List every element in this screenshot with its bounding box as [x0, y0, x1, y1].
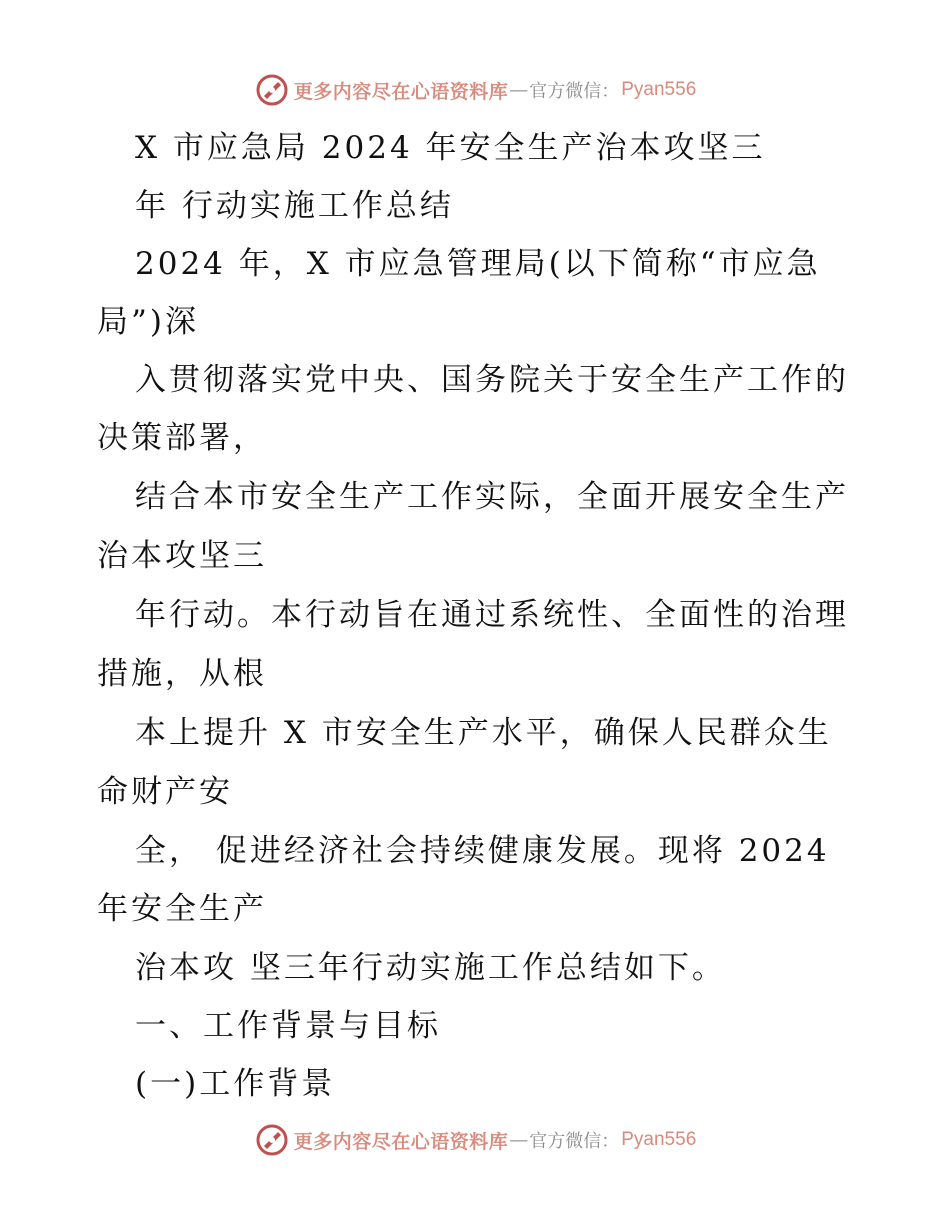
paragraph-line: 决策部署，	[97, 420, 267, 456]
watermark-dash: —	[509, 79, 529, 101]
watermark-label: 官方微信：	[529, 81, 620, 102]
footer-watermark	[0, 1120, 950, 1160]
watermark-main-text: 更多内容尽在心语资料库	[293, 80, 509, 103]
paragraph-line: 治本攻坚三	[97, 538, 267, 574]
paragraph-line: 局”)深	[97, 304, 199, 340]
paragraph-line: 治本攻 坚三年行动实施工作总结如下。	[135, 950, 726, 986]
paragraph-line: 结合本市安全生产工作实际，全面开展安全生产	[135, 479, 849, 515]
paragraph-line: 入贯彻落实党中央、国务院关于安全生产工作的	[135, 362, 849, 398]
pen-logo-icon	[254, 1122, 290, 1158]
paragraph-line: 全， 促进经济社会持续健康发展。现将 2024	[135, 833, 830, 869]
title-line-2: 年 行动实施工作总结	[135, 188, 454, 224]
watermark-label: 官方微信：	[529, 1131, 620, 1152]
watermark-wechat-id: Pyan556	[621, 1129, 697, 1150]
paragraph-line: 措施，从根	[97, 656, 267, 692]
paragraph-line: 2024 年，X 市应急管理局(以下简称“市应急	[135, 246, 821, 282]
watermark-main-text: 更多内容尽在心语资料库	[293, 1130, 509, 1153]
paragraph-line: 命财产安	[97, 774, 233, 810]
paragraph-line: 年行动。本行动旨在通过系统性、全面性的治理	[135, 597, 849, 633]
watermark-dash: —	[509, 1129, 529, 1151]
title-line-1: X 市应急局 2024 年安全生产治本攻坚三	[135, 130, 766, 166]
section-heading: 一、工作背景与目标	[135, 1008, 441, 1044]
paragraph-line: 本上提升 X 市安全生产水平，确保人民群众生	[135, 715, 832, 751]
subsection-heading: (一)工作背景	[135, 1066, 336, 1102]
paragraph-line: 年安全生产	[97, 891, 267, 927]
watermark-wechat-id: Pyan556	[621, 79, 697, 100]
